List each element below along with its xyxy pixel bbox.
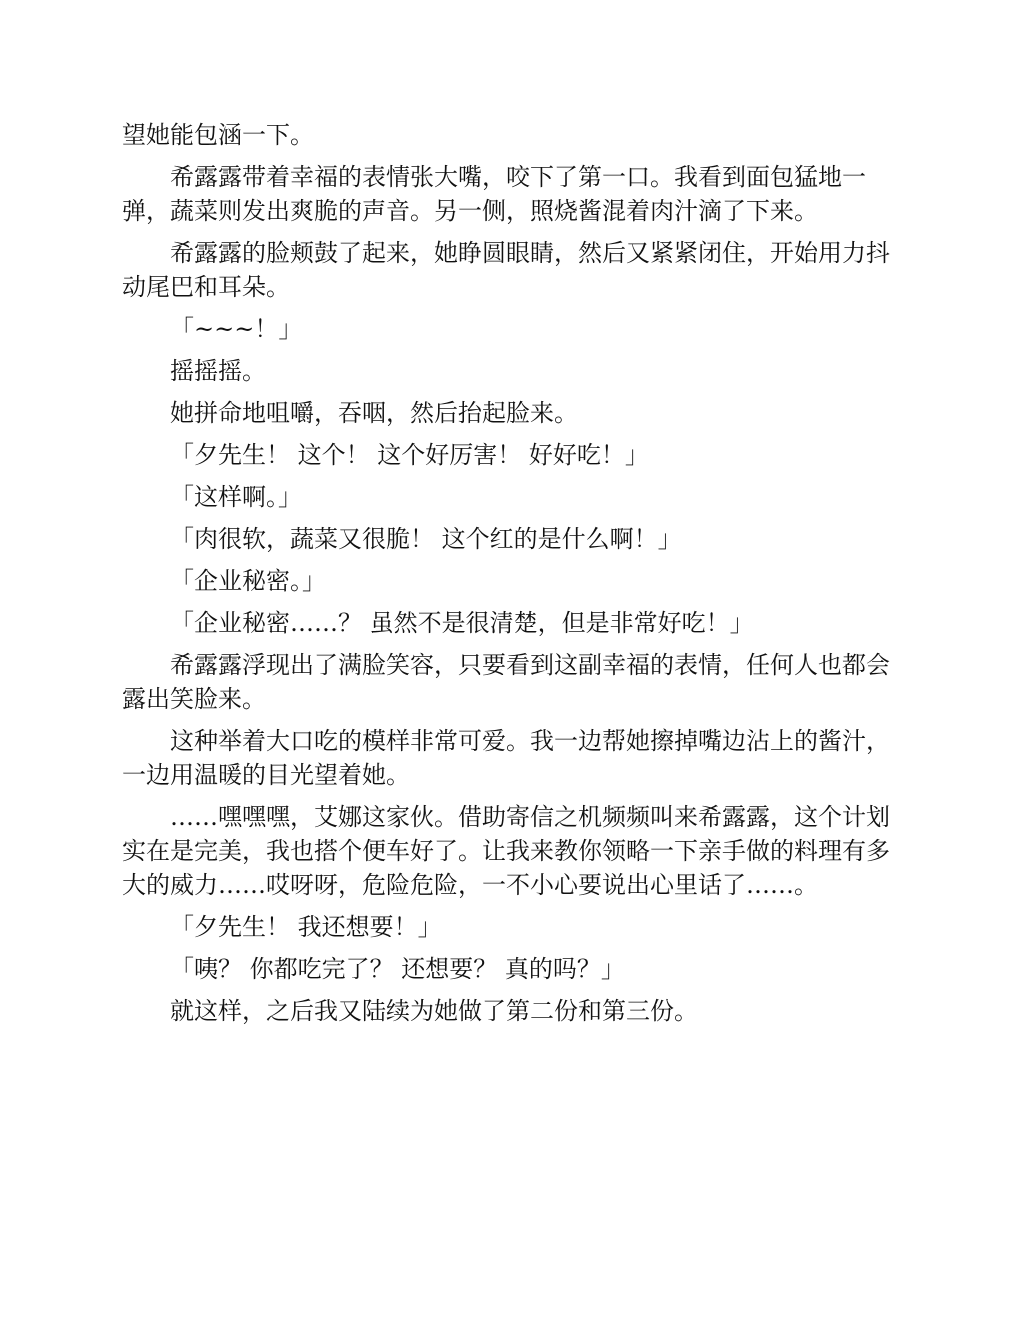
paragraph: 这种举着大口吃的模样非常可爱。我一边帮她擦掉嘴边沾上的酱汁，一边用温暖的目光望着她。: [122, 727, 890, 789]
paragraph: 「~~~！」: [170, 315, 303, 343]
paragraph: 「夕先生！ 我还想要！」: [170, 913, 442, 941]
paragraph: 摇摇摇。: [170, 357, 266, 385]
paragraph: 希露露带着幸福的表情张大嘴，咬下了第一口。我看到面包猛地一弹，蔬菜则发出爽脆的声音。另一侧，照烧酱混着肉汁滴了下来。: [122, 163, 866, 225]
paragraph: 「企业秘密……？ 虽然不是很清楚，但是非常好吃！」: [170, 609, 754, 637]
document-body: [122, 118, 900, 1036]
paragraph: 「这样啊。」: [170, 483, 302, 511]
paragraph: 她拼命地咀嚼，吞咽，然后抬起脸来。: [170, 399, 578, 427]
paragraph: ……嘿嘿嘿，艾娜这家伙。借助寄信之机频频叫来希露露，这个计划实在是完美，我也搭个便车好了。让我来教你领略一下亲手做的料理有多大的威力……哎呀呀，危险危险，一不小心要说出心里话了……。: [122, 803, 890, 899]
paragraph: 就这样，之后我又陆续为她做了第二份和第三份。: [170, 997, 698, 1025]
paragraph: 希露露的脸颊鼓了起来，她睁圆眼睛，然后又紧紧闭住，开始用力抖动尾巴和耳朵。: [122, 239, 890, 301]
paragraph: 希露露浮现出了满脸笑容，只要看到这副幸福的表情，任何人也都会露出笑脸来。: [122, 651, 890, 713]
paragraph: 「肉很软，蔬菜又很脆！ 这个红的是什么啊！」: [170, 525, 682, 553]
paragraph: 望她能包涵一下。: [122, 121, 314, 149]
paragraph: 「夕先生！ 这个！ 这个好厉害！ 好好吃！」: [170, 441, 649, 469]
paragraph: 「咦？ 你都吃完了？ 还想要？ 真的吗？」: [170, 955, 625, 983]
paragraph: 「企业秘密。」: [170, 567, 326, 595]
